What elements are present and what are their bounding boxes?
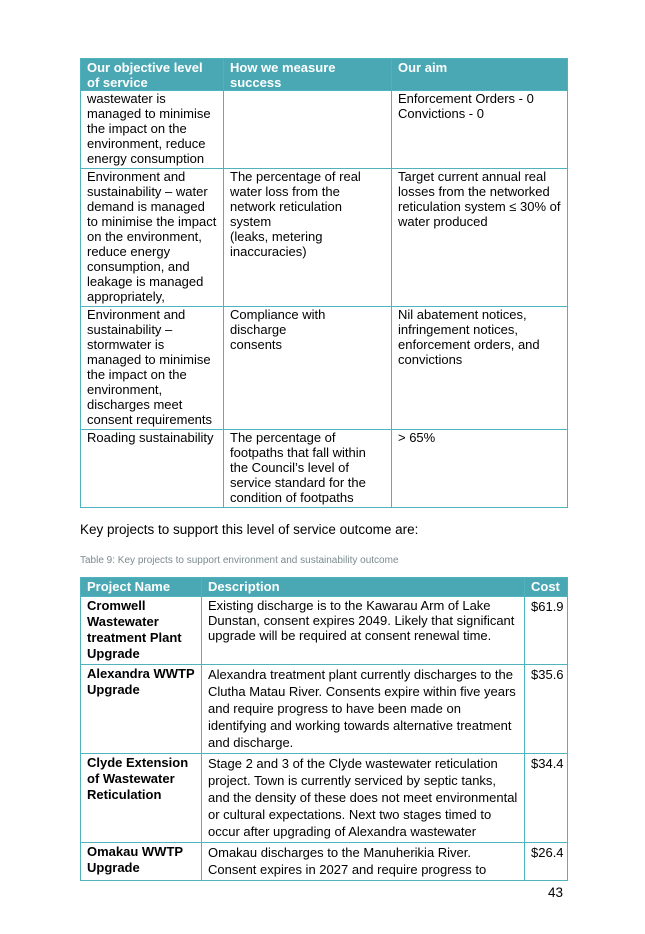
key-projects-table (80, 577, 568, 881)
project-cost-cell: $26.4 (525, 843, 568, 881)
objective-cell: Roading sustainability (81, 430, 224, 508)
table-row (81, 169, 568, 307)
project-name-cell: Alexandra WWTP Upgrade (81, 665, 202, 754)
table-row (81, 665, 568, 754)
table-row (81, 754, 568, 843)
project-name-cell: Clyde Extension of Wastewater Reticulation (81, 754, 202, 843)
column-header-aim: Our aim (392, 59, 568, 91)
table-row (81, 430, 568, 508)
measure-cell: The percentage of footpaths that fall within the Council’s level of service standard for the condition of footpaths (224, 430, 392, 508)
table-row (81, 307, 568, 430)
table-row (81, 843, 568, 881)
project-description-cell: Omakau discharges to the Manuherikia River. Consent expires in 2027 and require progress to (202, 843, 525, 881)
table-caption: Table 9: Key projects to support environment and sustainability outcome (80, 555, 399, 566)
measure-cell: Compliance with discharge consents (224, 307, 392, 430)
project-cost-cell: $61.9 (525, 597, 568, 665)
column-header-project-name: Project Name (81, 578, 202, 597)
measure-cell: The percentage of real water loss from the network reticulation system (leaks, metering inaccuracies) (224, 169, 392, 307)
table-header-row (81, 578, 568, 597)
column-header-description: Description (202, 578, 525, 597)
project-description-cell: Stage 2 and 3 of the Clyde wastewater reticulation project. Town is currently serviced by septic tanks, and the density of these does not meet environmental or cultural expectations. Next two stages timed to occur after upgrading of Alexandra wastewater (202, 754, 525, 843)
table-row (81, 597, 568, 665)
column-header-objective: Our objective level of service (81, 59, 224, 91)
objective-cell: wastewater is managed to minimise the impact on the environment, reduce energy consumption (81, 91, 224, 169)
table-row (81, 91, 568, 169)
objective-cell: Environment and sustainability – water demand is managed to minimise the impact on the environment, reduce energy consumption, and leakage is managed appropriately, (81, 169, 224, 307)
project-name-cell: Omakau WWTP Upgrade (81, 843, 202, 881)
aim-cell: > 65% (392, 430, 568, 508)
table-header-row (81, 59, 568, 91)
page-number: 43 (548, 885, 564, 900)
aim-cell: Enforcement Orders - 0 Convictions - 0 (392, 91, 568, 169)
intro-paragraph: Key projects to support this level of service outcome are: (80, 522, 419, 537)
column-header-cost: Cost (525, 578, 568, 597)
project-name-cell: Cromwell Wastewater treatment Plant Upgrade (81, 597, 202, 665)
column-header-measure: How we measure success (224, 59, 392, 91)
project-cost-cell: $35.6 (525, 665, 568, 754)
project-description-cell: Existing discharge is to the Kawarau Arm of Lake Dunstan, consent expires 2049. Likely that significant upgrade will be required at consent renewal time. (202, 597, 525, 665)
measure-cell (224, 91, 392, 169)
aim-cell: Nil abatement notices, infringement notices, enforcement orders, and convictions (392, 307, 568, 430)
project-description-cell: Alexandra treatment plant currently discharges to the Clutha Matau River. Consents expire within five years and require progress to have been made on identifying and working towards alternative treatment and discharge. (202, 665, 525, 754)
aim-cell: Target current annual real losses from the networked reticulation system ≤ 30% of water produced (392, 169, 568, 307)
objective-cell: Environment and sustainability – stormwater is managed to minimise the impact on the environment, discharges meet consent requirements (81, 307, 224, 430)
level-of-service-table (80, 58, 568, 508)
project-cost-cell: $34.4 (525, 754, 568, 843)
